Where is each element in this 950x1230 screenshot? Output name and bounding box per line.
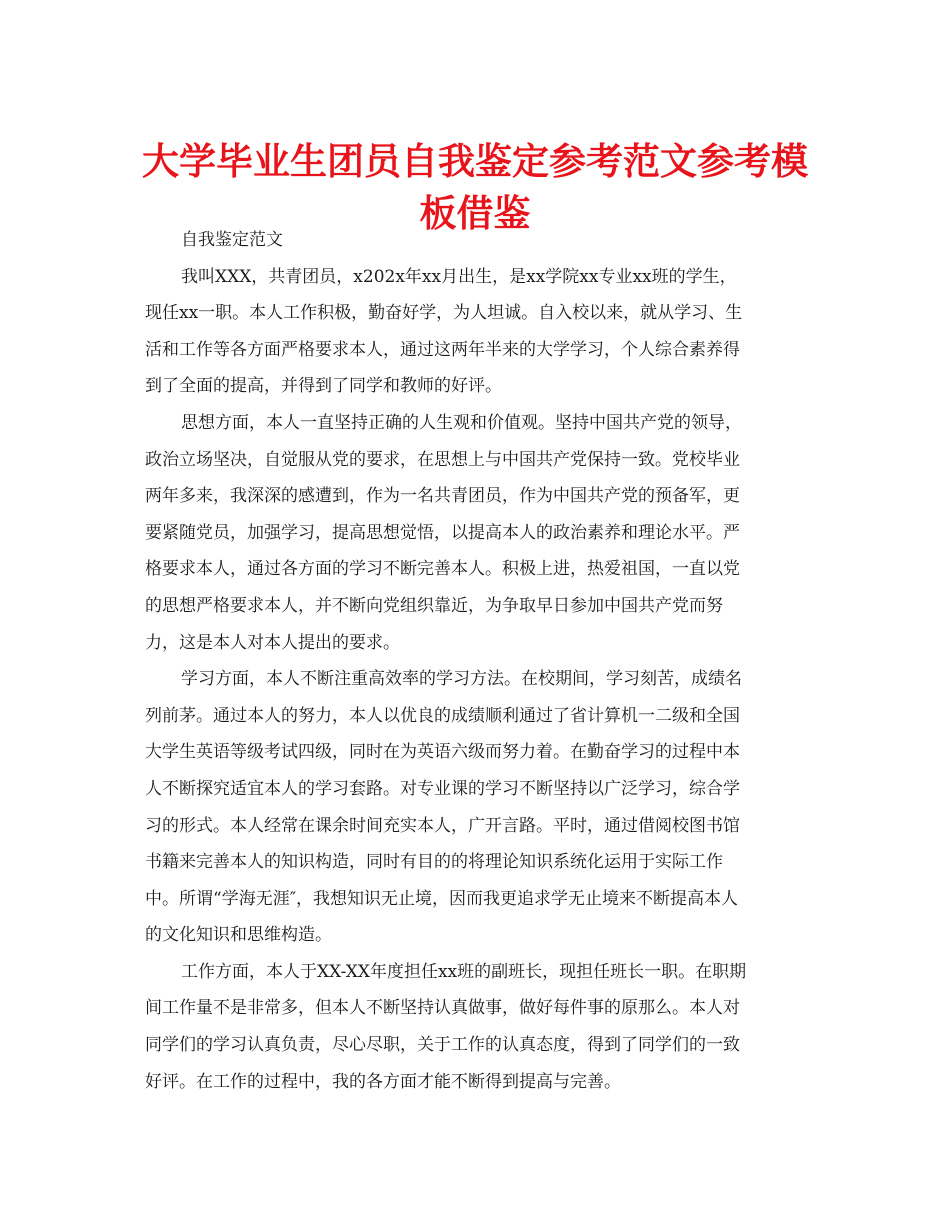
paragraph-ideology xyxy=(145,405,807,661)
title-line-2: 板借鉴 xyxy=(419,192,531,235)
paragraph-line: 要紧随党员，加强学习，提高思想觉悟，以提高本人的政治素养和理论水平。严 xyxy=(145,522,740,543)
paragraph-line: 活和工作等各方面严格要求本人，通过这两年半来的大学学习，个人综合素养得 xyxy=(145,339,740,360)
paragraph-line: 大学生英语等级考试四级，同时在为英语六级而努力着。在勤奋学习的过程中本 xyxy=(145,742,740,763)
paragraph-line: 力，这是本人对本人提出的要求。 xyxy=(145,632,400,653)
paragraph-study xyxy=(145,661,807,954)
paragraph-line: 格要求本人，通过各方面的学习不断完善本人。积极上进，热爱祖国，一直以党 xyxy=(145,559,740,580)
paragraph-line: 好评。在工作的过程中，我的各方面才能不断得到提高与完善。 xyxy=(145,1071,621,1092)
paragraph-line: 同学们的学习认真负责，尽心尽职，关于工作的认真态度，得到了同学们的一致 xyxy=(145,1035,740,1056)
paragraph-line: 书籍来完善本人的知识构造，同时有目的的将理论知识系统化运用于实际工作 xyxy=(145,852,723,873)
paragraph-intro xyxy=(145,259,807,405)
paragraph-work xyxy=(145,954,807,1100)
document-body xyxy=(145,222,807,1100)
paragraph-line: 的文化知识和思维构造。 xyxy=(145,925,332,946)
paragraph-line: 列前茅。通过本人的努力，本人以优良的成绩顺利通过了省计算机一二级和全国 xyxy=(145,705,740,726)
paragraph-line: 工作方面，本人于XX-XX年度担任xx班的副班长，现担任班长一职。在职期 xyxy=(181,961,747,982)
paragraph-line: 两年多来，我深深的感遭到，作为一名共青团员，作为中国共产党的预备军，更 xyxy=(145,486,740,507)
paragraph-line: 政治立场坚决，自觉服从党的要求，在思想上与中国共产党保持一致。党校毕业 xyxy=(145,449,740,470)
paragraph-line: 间工作量不是非常多，但本人不断坚持认真做事，做好每件事的原那么。本人对 xyxy=(145,998,740,1019)
paragraph-line: 现任xx一职。本人工作积极，勤奋好学，为人坦诚。自入校以来，就从学习、生 xyxy=(145,303,743,324)
paragraph-line: 学习方面，本人不断注重高效率的学习方法。在校期间，学习刻苦，成绩名 xyxy=(181,669,742,690)
paragraph-line: 思想方面，本人一直坚持正确的人生观和价值观。坚持中国共产党的领导， xyxy=(181,412,742,433)
paragraph-line: 到了全面的提高，并得到了同学和教师的好评。 xyxy=(145,376,502,397)
paragraph-line: 的思想严格要求本人，并不断向党组织靠近，为争取早日参加中国共产党而努 xyxy=(145,595,723,616)
document-subtitle: 自我鉴定范文 xyxy=(181,230,283,250)
title-line-1: 大学毕业生团员自我鉴定参考范文参考模 xyxy=(142,140,808,183)
paragraph-line: 中。所谓“学海无涯″，我想知识无止境，因而我更追求学无止境来不断提高本人 xyxy=(145,888,739,909)
paragraph-line: 我叫XXX，共青团员，x202x年xx月出生，是xx学院xx专业xx班的学生， xyxy=(181,266,737,287)
paragraph-line: 人不断探究适宜本人的学习套路。对专业课的学习不断坚持以广泛学习，综合学 xyxy=(145,778,740,799)
paragraph-line: 习的形式。本人经常在课余时间充实本人，广开言路。平时，通过借阅校图书馆 xyxy=(145,815,740,836)
